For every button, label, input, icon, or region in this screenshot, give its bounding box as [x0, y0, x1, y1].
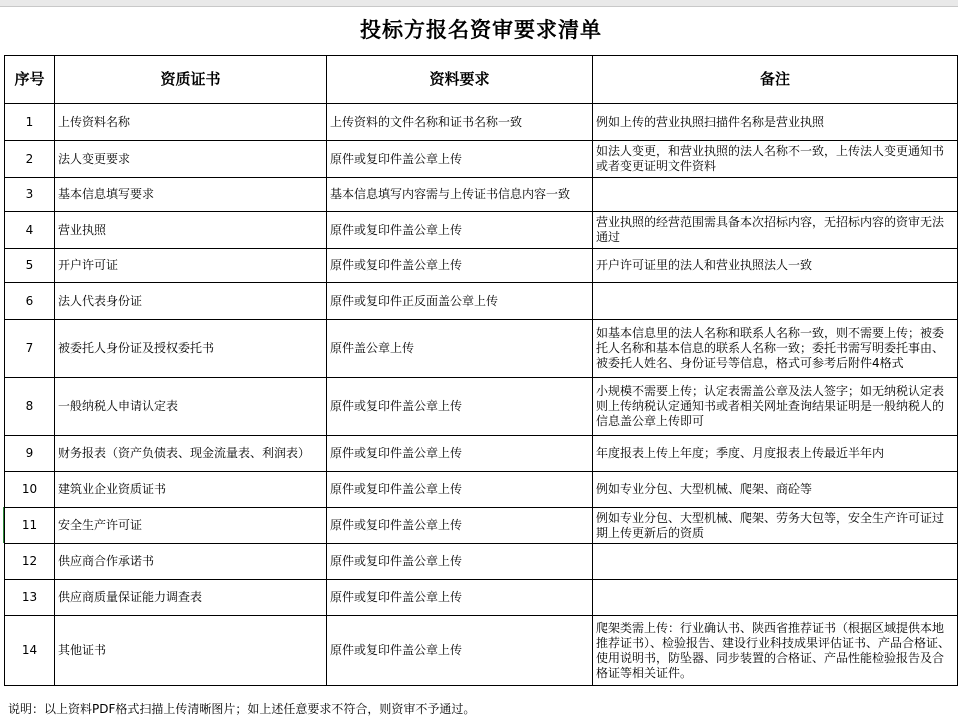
cell-remark[interactable]: 营业执照的经营范围需具备本次招标内容，无招标内容的资审无法通过 — [593, 212, 958, 249]
cell-certificate[interactable]: 供应商质量保证能力调查表 — [55, 580, 327, 616]
cell-seq[interactable]: 8 — [5, 378, 55, 436]
cell-seq[interactable]: 5 — [5, 249, 55, 283]
cell-certificate[interactable]: 基本信息填写要求 — [55, 178, 327, 212]
footnote: 说明：以上资料PDF格式扫描上传清晰图片；如上述任意要求不符合，则资审不予通过。 — [8, 702, 476, 716]
cell-requirement[interactable]: 原件或复印件盖公章上传 — [327, 212, 593, 249]
cell-certificate[interactable]: 营业执照 — [55, 212, 327, 249]
cell-requirement[interactable]: 原件或复印件盖公章上传 — [327, 436, 593, 472]
table-row — [5, 283, 958, 320]
cell-seq[interactable]: 7 — [5, 320, 55, 378]
cell-certificate[interactable]: 开户许可证 — [55, 249, 327, 283]
cell-seq[interactable]: 10 — [5, 472, 55, 508]
cell-requirement[interactable]: 原件或复印件盖公章上传 — [327, 378, 593, 436]
cell-seq[interactable]: 9 — [5, 436, 55, 472]
cell-seq[interactable]: 2 — [5, 141, 55, 178]
table-row — [5, 544, 958, 580]
cell-remark[interactable] — [593, 283, 958, 320]
page-title: 投标方报名资审要求清单 — [5, 6, 958, 56]
header-requirement[interactable]: 资料要求 — [327, 56, 593, 104]
cell-seq[interactable]: 13 — [5, 580, 55, 616]
cell-certificate[interactable]: 财务报表（资产负债表、现金流量表、利润表） — [55, 436, 327, 472]
cell-remark[interactable]: 例如专业分包、大型机械、爬架、劳务大包等，安全生产许可证过期上传更新后的资质 — [593, 508, 958, 544]
header-row — [5, 56, 958, 104]
table-row — [5, 249, 958, 283]
cell-seq[interactable]: 6 — [5, 283, 55, 320]
cell-requirement[interactable]: 基本信息填写内容需与上传证书信息内容一致 — [327, 178, 593, 212]
table-row — [5, 436, 958, 472]
cell-remark[interactable]: 年度报表上传上年度；季度、月度报表上传最近半年内 — [593, 436, 958, 472]
cell-requirement[interactable]: 原件或复印件盖公章上传 — [327, 472, 593, 508]
cell-certificate[interactable]: 被委托人身份证及授权委托书 — [55, 320, 327, 378]
cell-certificate[interactable]: 供应商合作承诺书 — [55, 544, 327, 580]
cell-remark[interactable] — [593, 544, 958, 580]
requirements-table — [4, 6, 958, 686]
table-row — [5, 508, 958, 544]
table-row — [5, 178, 958, 212]
table-row — [5, 580, 958, 616]
table-row — [5, 104, 958, 141]
cell-requirement[interactable]: 原件或复印件盖公章上传 — [327, 580, 593, 616]
cell-certificate[interactable]: 法人变更要求 — [55, 141, 327, 178]
cell-remark[interactable]: 例如专业分包、大型机械、爬架、商砼等 — [593, 472, 958, 508]
cell-remark[interactable]: 例如上传的营业执照扫描件名称是营业执照 — [593, 104, 958, 141]
spreadsheet — [4, 6, 957, 686]
table-row — [5, 378, 958, 436]
cell-requirement[interactable]: 上传资料的文件名称和证书名称一致 — [327, 104, 593, 141]
cell-remark[interactable]: 小规模不需要上传；认定表需盖公章及法人签字；如无纳税认定表则上传纳税认定通知书或者相关网址查询结果证明是一般纳税人的信息盖公章上传即可 — [593, 378, 958, 436]
cell-certificate[interactable]: 建筑业企业资质证书 — [55, 472, 327, 508]
cell-remark[interactable]: 如法人变更，和营业执照的法人名称不一致，上传法人变更通知书或者变更证明文件资料 — [593, 141, 958, 178]
header-certificate[interactable]: 资质证书 — [55, 56, 327, 104]
cell-seq[interactable]: 3 — [5, 178, 55, 212]
cell-seq[interactable]: 14 — [5, 616, 55, 686]
cell-requirement[interactable]: 原件或复印件盖公章上传 — [327, 508, 593, 544]
cell-requirement[interactable]: 原件盖公章上传 — [327, 320, 593, 378]
cell-certificate[interactable]: 上传资料名称 — [55, 104, 327, 141]
cell-seq[interactable]: 11 — [5, 508, 55, 544]
cell-remark[interactable] — [593, 580, 958, 616]
cell-seq[interactable]: 4 — [5, 212, 55, 249]
cell-requirement[interactable]: 原件或复印件盖公章上传 — [327, 249, 593, 283]
table-row — [5, 141, 958, 178]
cell-remark[interactable]: 如基本信息里的法人名称和联系人名称一致，则不需要上传；被委托人名称和基本信息的联系人名称一致；委托书需写明委托事由、被委托人姓名、身份证号等信息，格式可参考后附件4格式 — [593, 320, 958, 378]
cell-requirement[interactable]: 原件或复印件盖公章上传 — [327, 544, 593, 580]
cell-remark[interactable] — [593, 178, 958, 212]
cell-certificate[interactable]: 一般纳税人申请认定表 — [55, 378, 327, 436]
cell-requirement[interactable]: 原件或复印件盖公章上传 — [327, 141, 593, 178]
cell-certificate[interactable]: 安全生产许可证 — [55, 508, 327, 544]
cell-seq[interactable]: 1 — [5, 104, 55, 141]
cell-seq[interactable]: 12 — [5, 544, 55, 580]
table-row — [5, 472, 958, 508]
table-row — [5, 616, 958, 686]
cell-requirement[interactable]: 原件或复印件正反面盖公章上传 — [327, 283, 593, 320]
cell-remark[interactable]: 爬架类需上传：行业确认书、陕西省推荐证书（根据区域提供本地推荐证书）、检验报告、建设行业科技成果评估证书、产品合格证、使用说明书，防坠器、同步装置的合格证、产品性能检验报告及合格证等相关证件。 — [593, 616, 958, 686]
header-remark[interactable]: 备注 — [593, 56, 958, 104]
cell-certificate[interactable]: 法人代表身份证 — [55, 283, 327, 320]
cell-remark[interactable]: 开户许可证里的法人和营业执照法人一致 — [593, 249, 958, 283]
header-seq[interactable]: 序号 — [5, 56, 55, 104]
cell-certificate[interactable]: 其他证书 — [55, 616, 327, 686]
table-row — [5, 212, 958, 249]
table-row — [5, 320, 958, 378]
cell-requirement[interactable]: 原件或复印件盖公章上传 — [327, 616, 593, 686]
